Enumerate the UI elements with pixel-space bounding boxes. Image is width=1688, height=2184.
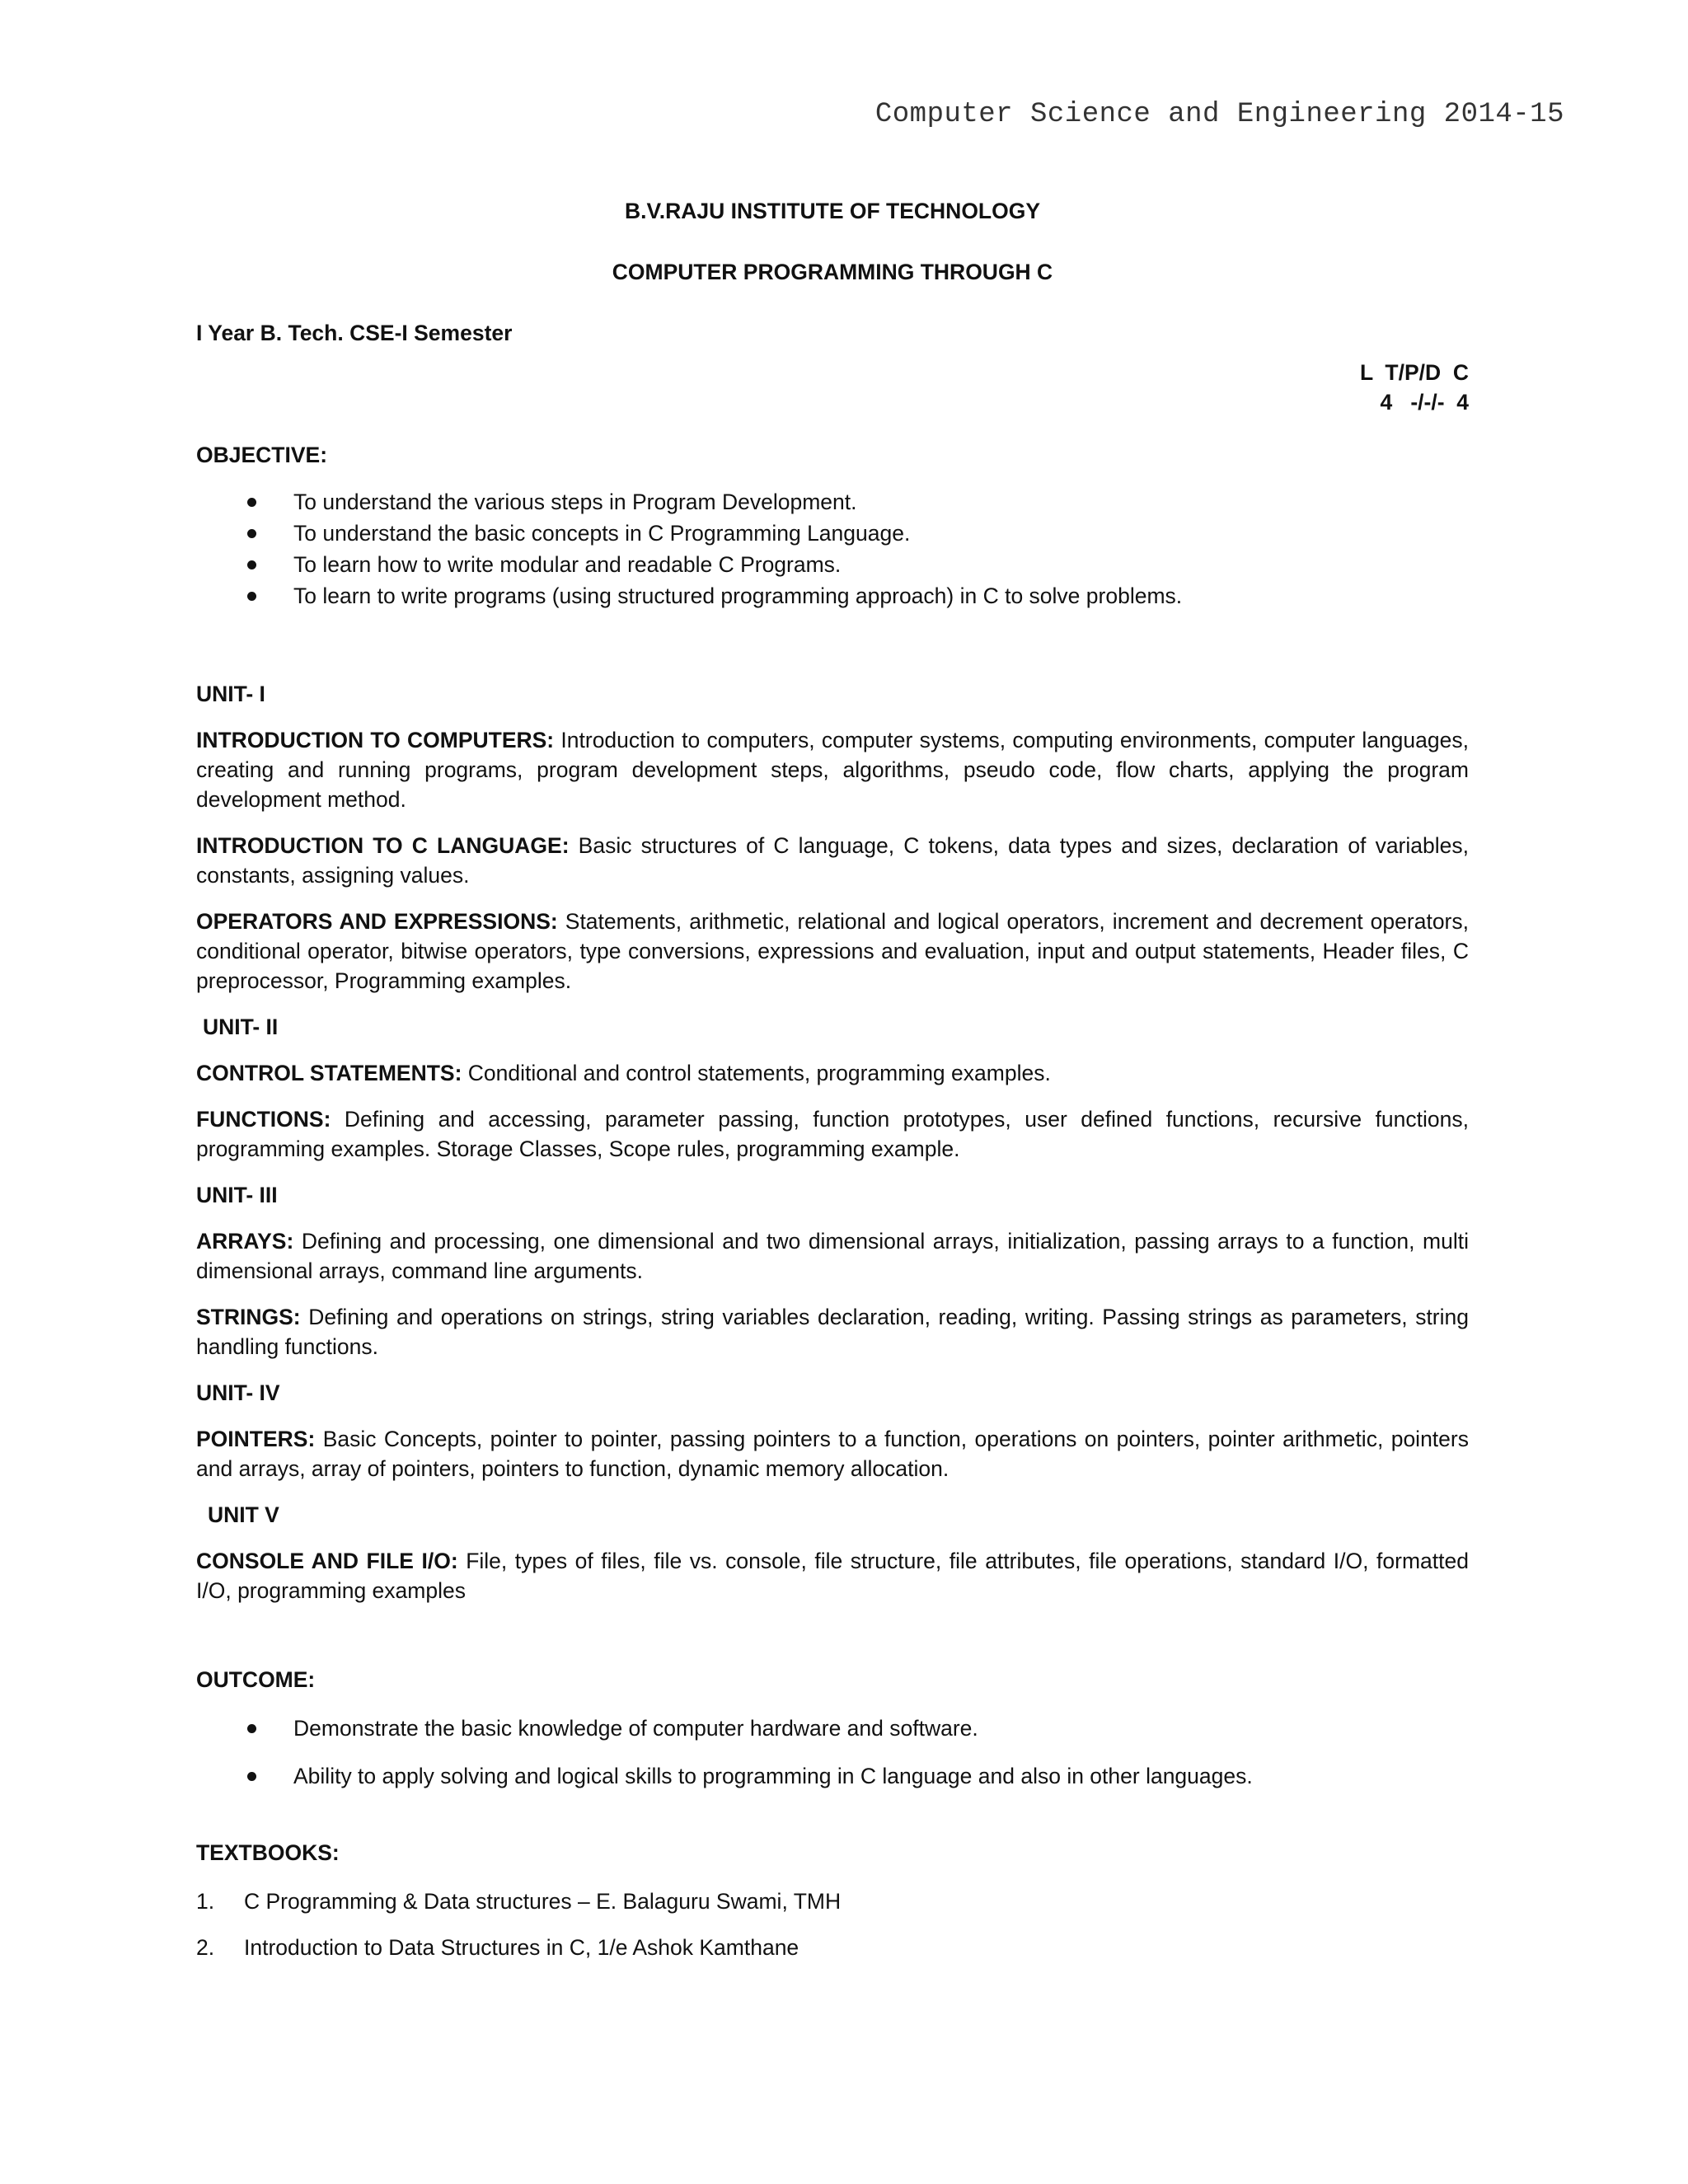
topic-heading: CONSOLE AND FILE I/O: bbox=[196, 1549, 458, 1573]
textbooks-list bbox=[196, 1886, 1469, 1963]
textbook-entry: C Programming & Data structures – E. Balaguru Swami, TMH bbox=[244, 1889, 842, 1914]
list-item: To learn how to write modular and readable C Programs. bbox=[196, 549, 1469, 580]
topic-paragraph bbox=[196, 1302, 1469, 1361]
credits-block bbox=[196, 358, 1469, 417]
list-number: 2. bbox=[196, 1935, 215, 1960]
textbooks-heading: TEXTBOOKS: bbox=[196, 1840, 340, 1865]
topic-heading: CONTROL STATEMENTS: bbox=[196, 1061, 462, 1085]
topic-paragraph bbox=[196, 1058, 1469, 1088]
list-item bbox=[196, 1932, 1469, 1963]
topic-paragraph bbox=[196, 1226, 1469, 1286]
topic-paragraph bbox=[196, 1546, 1469, 1605]
topic-text: Introduction to computers, computer systems, computing environments, computer languages, creating and running programs, program development steps, algorithms, pseudo code, flow charts, applying the program development method. bbox=[196, 728, 1469, 812]
unit-1-heading: UNIT- I bbox=[196, 682, 265, 706]
objective-heading: OBJECTIVE: bbox=[196, 443, 328, 467]
running-header: Computer Science and Engineering 2014-15 bbox=[874, 99, 1564, 130]
list-number: 1. bbox=[196, 1889, 215, 1914]
list-item: To learn to write programs (using structured programming approach) in C to solve problems. bbox=[196, 580, 1469, 612]
topic-paragraph bbox=[196, 1104, 1469, 1164]
credits-header: L T/P/D C bbox=[1359, 360, 1469, 385]
document-content bbox=[196, 196, 1469, 1978]
unit-4-heading: UNIT- IV bbox=[196, 1380, 280, 1405]
topic-heading: FUNCTIONS: bbox=[196, 1107, 331, 1132]
topic-heading: OPERATORS AND EXPRESSIONS: bbox=[196, 909, 558, 934]
topic-text: Defining and operations on strings, string variables declaration, reading, writing. Passing strings as parameters, string handling functions. bbox=[196, 1305, 1469, 1359]
topic-paragraph bbox=[196, 725, 1469, 814]
list-item bbox=[196, 1886, 1469, 1917]
topic-paragraph bbox=[196, 1424, 1469, 1483]
topic-heading: INTRODUCTION TO C LANGUAGE: bbox=[196, 833, 570, 858]
unit-2-heading: UNIT- II bbox=[203, 1015, 279, 1039]
topic-text: Basic Concepts, pointer to pointer, passing pointers to a function, operations on pointers, pointer arithmetic, pointers and arrays, array of pointers, pointers to function, dynamic memory allocation. bbox=[196, 1427, 1469, 1481]
topic-text: Defining and accessing, parameter passing, function prototypes, user defined functions, recursive functions, programming examples. Storage Classes, Scope rules, programming example. bbox=[196, 1107, 1469, 1161]
outcome-heading: OUTCOME: bbox=[196, 1667, 316, 1692]
topic-text: Statements, arithmetic, relational and logical operators, increment and decrement operators, conditional operator, bitwise operators, type conversions, expressions and evaluation, input and output statements, Header files, C preprocessor, Programming examples. bbox=[196, 909, 1469, 993]
course-title: COMPUTER PROGRAMMING THROUGH C bbox=[612, 260, 1053, 284]
credits-values: 4 -/-/- 4 bbox=[1380, 390, 1469, 415]
topic-heading: POINTERS: bbox=[196, 1427, 316, 1451]
unit-3-heading: UNIT- III bbox=[196, 1183, 278, 1207]
objective-list bbox=[196, 486, 1469, 612]
topic-text: Conditional and control statements, programming examples. bbox=[467, 1061, 1051, 1085]
textbook-entry: Introduction to Data Structures in C, 1/e Ashok Kamthane bbox=[244, 1935, 799, 1960]
list-item: Demonstrate the basic knowledge of computer hardware and software. bbox=[196, 1713, 1469, 1744]
unit-5-heading: UNIT V bbox=[208, 1502, 279, 1527]
list-item: To understand the various steps in Program Development. bbox=[196, 486, 1469, 518]
outcome-list bbox=[196, 1713, 1469, 1792]
topic-paragraph bbox=[196, 831, 1469, 890]
topic-heading: INTRODUCTION TO COMPUTERS: bbox=[196, 728, 555, 752]
list-item: To understand the basic concepts in C Programming Language. bbox=[196, 518, 1469, 549]
list-item: Ability to apply solving and logical skills to programming in C language and also in other languages. bbox=[196, 1760, 1469, 1792]
topic-heading: STRINGS: bbox=[196, 1305, 301, 1329]
topic-text: File, types of files, file vs. console, file structure, file attributes, file operations, standard I/O, formatted I/O, programming examples bbox=[196, 1549, 1469, 1603]
topic-heading: ARRAYS: bbox=[196, 1229, 294, 1254]
topic-paragraph bbox=[196, 907, 1469, 996]
topic-text: Defining and processing, one dimensional and two dimensional arrays, initialization, passing arrays to a function, multi dimensional arrays, command line arguments. bbox=[196, 1229, 1469, 1283]
year-semester: I Year B. Tech. CSE-I Semester bbox=[196, 321, 513, 345]
topic-text: Basic structures of C language, C tokens, data types and sizes, declaration of variables, constants, assigning values. bbox=[196, 833, 1469, 888]
institute-title: B.V.RAJU INSTITUTE OF TECHNOLOGY bbox=[624, 199, 1041, 223]
